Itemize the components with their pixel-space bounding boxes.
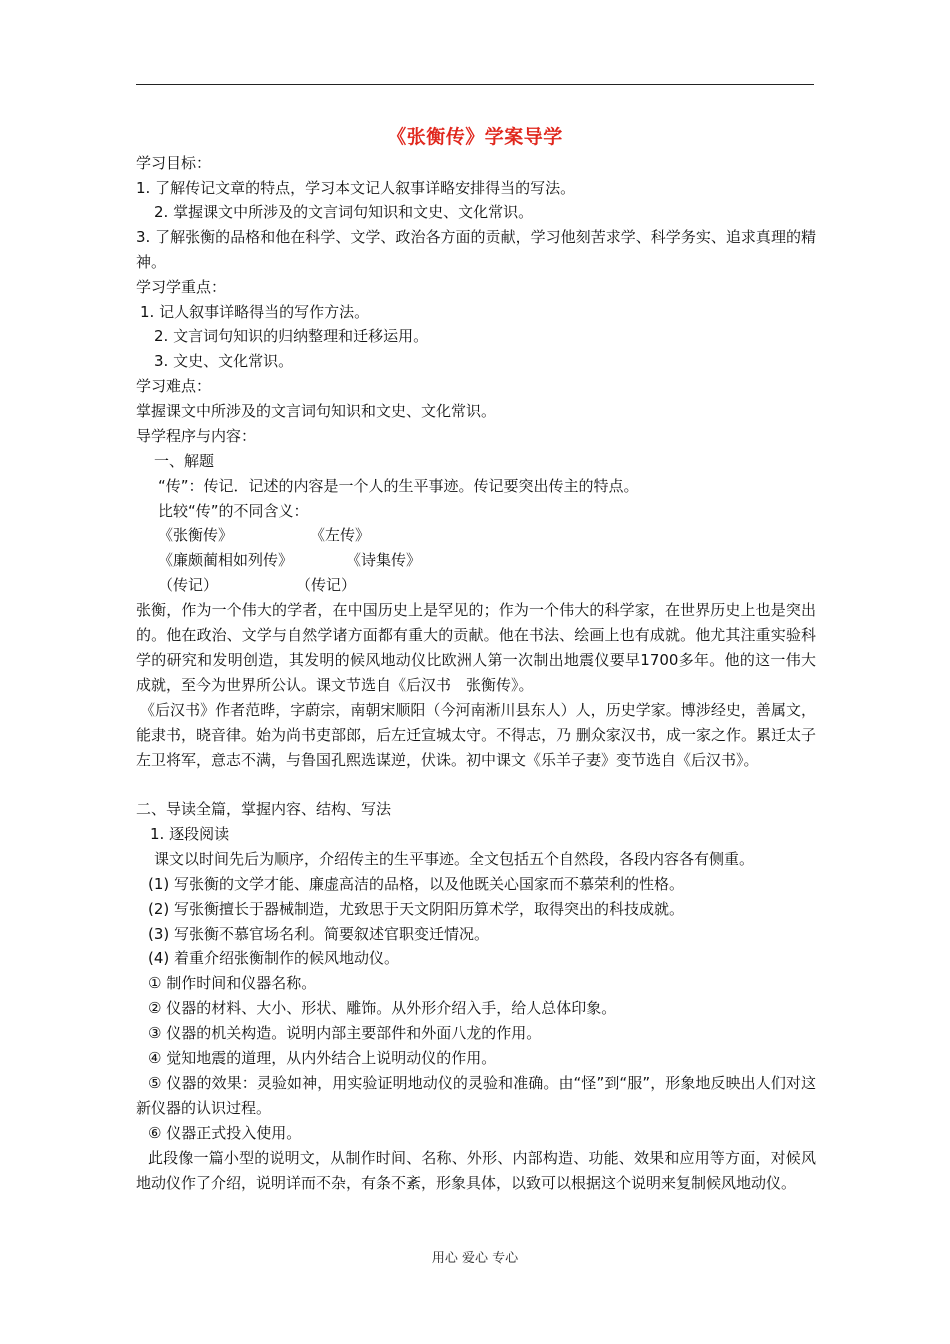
difficulty-text: 掌握课文中所涉及的文言词句知识和文史、文化常识。 [136,402,497,420]
key-point-item: 1. 记人叙事详略得当的写作方法。 [140,303,370,321]
compare-item: 《张衡传》 [158,526,234,544]
paragraph-summary: (4) 着重介绍张衡制作的候风地动仪。 [148,949,400,967]
summary-paragraph: 此段像一篇小型的说明文，从制作时间、名称、外形、内部构造、功能、效果和应用等方面，对候风地动仪作了介绍，说明详而不杂，有条不紊，形象具体，以致可以根据这个说明来复制候风地动仪。 [136,1149,816,1192]
detail-item: ⑥ 仪器正式投入使用。 [148,1124,302,1142]
document-title: 《张衡传》学案导学 [387,126,563,148]
section-heading: 二、导读全篇，掌握内容、结构、写法 [136,800,392,818]
paragraph-summary: (3) 写张衡不慕官场名利。简要叙述官职变迁情况。 [148,925,490,943]
paragraph-summary: (1) 写张衡的文学才能、廉虚高洁的品格，以及他既关心国家而不慕荣利的性格。 [148,875,685,893]
section-heading: 一、解题 [154,452,215,470]
key-points-heading: 学习学重点： [136,278,227,296]
difficulty-heading: 学习难点： [136,377,212,395]
body-text: 课文以时间先后为顺序，介绍传主的生平事迹。全文包括五个自然段，各段内容各有侧重。 [154,850,755,868]
key-point-item: 2. 文言词句知识的归纳整理和迁移运用。 [154,327,429,345]
compare-label: （传记） [296,576,357,594]
objective-item: 1. 了解传记文章的特点，学习本文记人叙事详略安排得当的写法。 [136,179,576,197]
objective-item: 3. 了解张衡的品格和他在科学、文学、政治各方面的贡献，学习他刻苦求学、科学务实、追求真理的精神。 [136,228,816,271]
page-footer: 用心 爱心 专心 [431,1251,519,1266]
detail-item: ③ 仪器的机关构造。说明内部主要部件和外面八龙的作用。 [148,1024,542,1042]
compare-heading: 比较“传”的不同含义： [158,502,309,520]
paragraph-summary: (2) 写张衡擅长于器械制造，尤致思于天文阴阳历算术学，取得突出的科技成就。 [148,900,685,918]
key-point-item: 3. 文史、文化常识。 [154,352,294,370]
compare-item: 《左传》 [310,526,371,544]
subsection-heading: 1. 逐段阅读 [150,825,230,843]
objectives-heading: 学习目标： [136,154,212,172]
procedure-heading: 导学程序与内容： [136,427,257,445]
detail-item: ④ 觉知地震的道理，从内外结合上说明动仪的作用。 [148,1049,497,1067]
compare-item: 《廉颇蔺相如列传》 [158,551,294,569]
compare-item: 《诗集传》 [346,551,422,569]
author-paragraph: 《后汉书》作者范晔，字蔚宗，南朝宋顺阳（今河南淅川县东人）人，历史学家。博涉经史，善属文，能隶书，晓音律。始为尚书吏部郎，后左迁宣城太守。不得志，乃 删众家汉书，成一家之作。累迁太子左卫将军，意志不满，与鲁国孔熙选谋逆，伏诛。初中课文《乐羊子妻》变节选自《后汉书》。 [136,701,816,769]
detail-item: ⑤ 仪器的效果：灵验如神，用实验证明地动仪的灵验和准确。由“怪”到“服”，形象地反映出人们对这新仪器的认识过程。 [136,1074,816,1117]
detail-item: ② 仪器的材料、大小、形状、雕饰。从外形介绍入手，给人总体印象。 [148,999,617,1017]
definition-text: “传”：传记．记述的内容是一个人的生平事迹。传记要突出传主的特点。 [158,477,639,495]
intro-paragraph: 张衡，作为一个伟大的学者，在中国历史上是罕见的；作为一个伟大的科学家，在世界历史上也是突出的。他在政治、文学与自然学诸方面都有重大的贡献。他在书法、绘画上也有成就。他尤其注重实验科学的研究和发明创造，其发明的候风地动仪比欧洲人第一次制出地震仪要早1700多年。他的这一伟大成就，至今为世界所公认。课文节选自《后汉书 张衡传》。 [136,601,816,694]
compare-label: （传记） [158,576,219,594]
detail-item: ① 制作时间和仪器名称。 [148,974,317,992]
objective-item: 2. 掌握课文中所涉及的文言词句知识和文史、文化常识。 [154,203,534,221]
header-rule [136,84,814,85]
